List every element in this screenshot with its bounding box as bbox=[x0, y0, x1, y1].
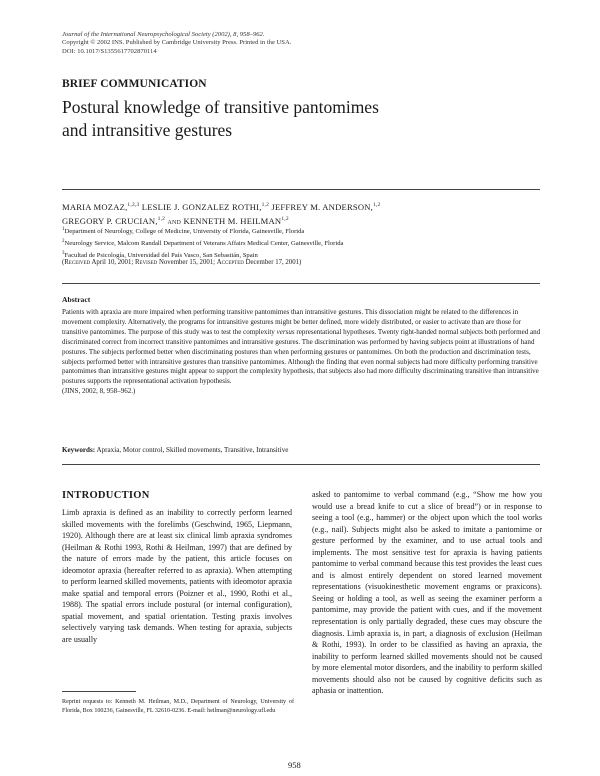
top-divider bbox=[62, 189, 540, 190]
author-affil-marker: 1,2 bbox=[261, 202, 270, 208]
author-name: KENNETH M. HEILMAN bbox=[183, 215, 282, 226]
keywords-text: Apraxia, Motor control, Skilled movements, Transitive, Intransitive bbox=[96, 446, 289, 454]
author-name: GREGORY P. CRUCIAN, bbox=[62, 215, 158, 226]
affiliation-number: 1 bbox=[62, 227, 65, 232]
article-title bbox=[62, 96, 542, 142]
dates-close-paren: ) bbox=[299, 259, 302, 266]
affiliation-text: Department of Neurology, College of Medicine, University of Florida, Gainesville, Florida bbox=[64, 228, 305, 236]
accepted-date: December 17, 2001 bbox=[245, 259, 300, 266]
author-name: LESLIE J. GONZALEZ ROTHI, bbox=[141, 201, 262, 212]
affiliation-text: Neurology Service, Malcom Randall Department of Veterans Affairs Medical Center, Gainesville, Florida bbox=[64, 239, 344, 247]
journal-line-3: DOI: 10.1017/S1355617702870114 bbox=[62, 47, 157, 55]
journal-line-2: Copyright © 2002 INS. Published by Cambridge University Press. Printed in the USA. bbox=[62, 39, 292, 47]
title-line-1: Postural knowledge of transitive pantomimes bbox=[62, 97, 379, 117]
journal-line-1: Journal of the International Neuropsychological Society (2002), 8, 958–962. bbox=[62, 31, 265, 38]
received-label: Received bbox=[64, 259, 91, 266]
affiliations bbox=[62, 225, 542, 260]
affiliation-item bbox=[62, 237, 542, 249]
author-name: MARIA MOZAZ, bbox=[62, 201, 128, 212]
dates-open-paren: ( bbox=[62, 259, 65, 266]
page-number: 958 bbox=[288, 760, 301, 770]
author-affil-marker: 1,2 bbox=[157, 215, 166, 222]
affiliation-number: 2 bbox=[62, 238, 65, 244]
author-list bbox=[62, 199, 542, 227]
author-name: JEFFREY M. ANDERSON, bbox=[271, 201, 374, 212]
received-date: April 10, 2001; bbox=[91, 259, 134, 266]
revised-date: November 15, 2001; bbox=[158, 259, 216, 266]
author-affil-marker: 1,2,3 bbox=[127, 202, 140, 208]
journal-citation bbox=[62, 31, 291, 56]
body-column-right: asked to pantomime to verbal command (e.g., “Show me how you would use a bread knife to cut a slice of bread”) or in response to seeing a tool (e.g., hammer) or the object upon which the tool works (e.g., nail). Subjects might also be asked to imitate a pantomime or gesture performed by the examiner, and to use actual tools and implements. The most sensitive test for apraxia is having patients pantomime to verbal command because this test provides the least cues and is almost entirely dependent on stored learned movement representations (visuokinesthetic movement engrams or praxicons). Seeing or holding a tool, as well as seeing the examiner perform a pantomime, may provide the patient with cues, and if the movement representation is only partially degraded, these cues may obscure the diagnosis. Limb apraxia is, in part, a diagnosis of exclusion (Heilman & Rothi, 1993). In order to be classified as having an apraxia, the inability to perform learned skilled movements should not be caused by more elemental motor disorders, and the inability to perform skilled movements should also not be caused by cognitive deficits such as aphasia or inattention. bbox=[312, 490, 542, 696]
footnote-divider bbox=[62, 691, 136, 692]
accepted-label: Accepted bbox=[216, 259, 244, 266]
affiliation-item bbox=[62, 225, 542, 237]
abstract-italic-word: versus bbox=[276, 327, 295, 336]
abstract-citation: (JINS, 2002, 8, 958–962.) bbox=[62, 387, 136, 396]
author-affil-marker: 1,2 bbox=[373, 202, 381, 208]
abstract-top-divider bbox=[62, 283, 540, 284]
keywords-bottom-divider bbox=[62, 464, 540, 465]
author-conjunction: and bbox=[167, 215, 182, 226]
affiliation-number: 3 bbox=[62, 250, 65, 256]
title-line-2: and intransitive gestures bbox=[62, 120, 233, 140]
affiliation-text: Facultad de Psicología, Universidad del País Vasco, San Sebastián, Spain bbox=[64, 251, 258, 259]
article-type-label: BRIEF COMMUNICATION bbox=[62, 78, 207, 90]
keywords-label: Keywords: bbox=[62, 446, 96, 454]
author-affil-marker: 1,2 bbox=[281, 215, 289, 222]
revised-label: Revised bbox=[134, 259, 158, 266]
abstract-text-part-1: Patients with apraxia are more impaired when performing transitive pantomimes than intransitive gestures. This dissociation might be related to the differences in movement complexity. Alternatively, the programs for intransitive gestures might be better defined, more widely distributed, or easier to activate than are those for transitive pantomimes. The purpose of this study was to test the complexity bbox=[62, 308, 521, 336]
abstract-heading: Abstract bbox=[62, 295, 91, 304]
abstract-body bbox=[62, 308, 542, 397]
introduction-heading: INTRODUCTION bbox=[62, 490, 150, 501]
body-column-left: Limb apraxia is defined as an inability to correctly perform learned skilled movements with the forelimbs (Geschwind, 1965, Liepmann, 1920). Although there are at least six clinical limb apraxia syndromes (Heilman & Rothi 1993, Rothi & Heilman, 1997) that are defined by the nature of errors made by the patient, this article focuses on ideomotor apraxia (hereafter referred to as apraxia). When attempting to perform learned skilled movements, patients with ideomotor apraxia make spatial and temporal errors (Poizner et al., 1990, Rothi et al., 1988). The spatial errors include postural (or internal configuration), spatial movement, and spatial orientation. Testing praxis involves selectively varying task demands. When testing for apraxia, subjects are usually bbox=[62, 508, 292, 645]
article-dates bbox=[62, 259, 301, 266]
abstract-text-part-2: representational hypotheses. Twenty right-handed normal subjects both performed and discriminated correct from incorrect transitive pantomimes and intransitive gestures. The discrimination was performed by having subjects point at illustrations of hand postures. The subjects performed better when discriminating postures than when performing gestures or pantomimes. On both the production and discrimination tests, subjects performed better with intransitive gestures than transitive pantomimes. Although the finding that even normal subjects had more difficulty performing transitive pantomimes than intransitive gestures might appear to support the complexity hypothesis, that subjects also had more difficulty discriminating transitive than intransitive postures supports the representational activation hypothesis. bbox=[62, 327, 541, 386]
keywords bbox=[62, 446, 542, 454]
reprint-footnote: Reprint requests to: Kenneth M. Heilman, M.D., Department of Neurology, University of Florida, Box 100236, Gainesville, FL 32610-0236. E-mail: heilman@neurology.ufl.edu bbox=[62, 699, 294, 714]
